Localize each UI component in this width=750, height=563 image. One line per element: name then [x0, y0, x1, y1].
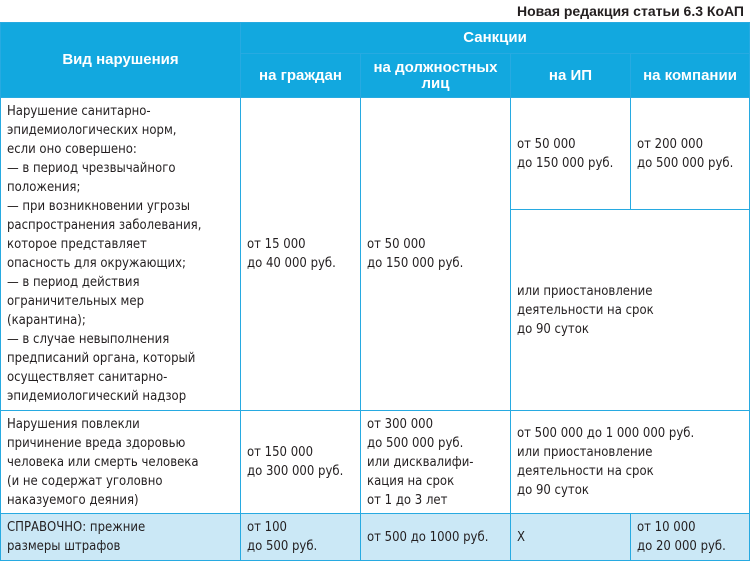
header-sanctions: Санкции [241, 23, 750, 54]
fine-officials-cell: от 300 000 до 500 000 руб. или дисквалифи- кация на срок от 1 до 3 лет [361, 411, 511, 514]
fine-ip-companies-cell: от 500 000 до 1 000 000 руб. или приостановление деятельности на срок до 90 суток [511, 411, 750, 514]
header-companies: на компании [631, 54, 750, 98]
header-citizens: на граждан [241, 54, 361, 98]
header-ip: на ИП [511, 54, 631, 98]
violation-text: Нарушение санитарно- эпидемиологических норм, если оно совершено: — в период чрезвычайного положения; — при возникновении угрозы распространения заболевания, которое представляет опасность для окружающих; — в период действия ограничительных мер (карантина); — в случае невыполнения предписаний органа, который осуществляет санитарно- эпидемиологический надзор [7, 104, 202, 404]
sanctions-table [0, 22, 750, 561]
violation-cell: Нарушения повлекли причинение вреда здоровью человека или смерть человека (и не содержат уголовно наказуемого деяния) [1, 411, 241, 514]
table-row [1, 514, 750, 561]
table-row [1, 411, 750, 514]
violation-cell [1, 98, 241, 411]
fine-citizens-cell: от 15 000 до 40 000 руб. [241, 98, 361, 411]
fine-citizens-cell: от 150 000 до 300 000 руб. [241, 411, 361, 514]
table-row [1, 98, 750, 210]
fine-companies-cell: от 200 000 до 500 000 руб. [631, 98, 750, 210]
old-fine-officials-cell: от 500 до 1000 руб. [361, 514, 511, 561]
suspension-cell: или приостановление деятельности на срок до 90 суток [511, 210, 750, 411]
fine-officials-cell: от 50 000 до 150 000 руб. [361, 98, 511, 411]
document-title: Новая редакция статьи 6.3 КоАП [516, 3, 744, 19]
reference-label-cell: СПРАВОЧНО: прежние размеры штрафов [1, 514, 241, 561]
old-fine-ip-cell: Х [511, 514, 631, 561]
header-officials: на должностных лиц [361, 54, 511, 98]
fine-ip-cell: от 50 000 до 150 000 руб. [511, 98, 631, 210]
old-fine-citizens-cell: от 100 до 500 руб. [241, 514, 361, 561]
header-violation-type: Вид нарушения [1, 23, 241, 98]
old-fine-companies-cell: от 10 000 до 20 000 руб. [631, 514, 750, 561]
